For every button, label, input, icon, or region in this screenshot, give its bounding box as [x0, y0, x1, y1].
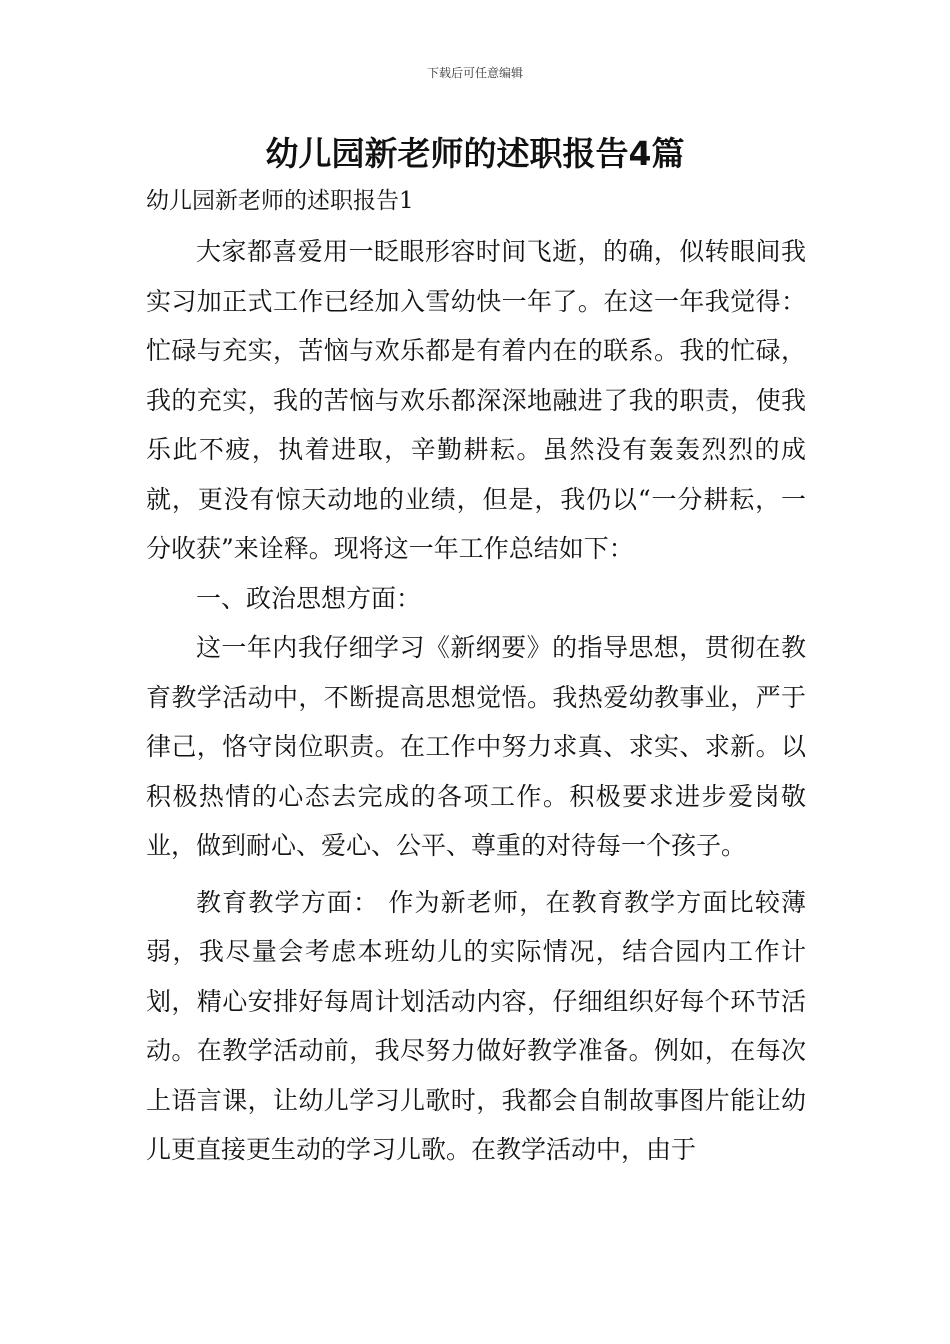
header-note: 下载后可任意编辑: [426, 66, 523, 80]
document-body: [146, 227, 806, 1175]
document-title: 幼儿园新老师的述职报告4篇: [265, 134, 685, 173]
paragraph-teaching: 教育教学方面： 作为新老师，在教育教学方面比较薄弱，我尽量会考虑本班幼儿的实际情况，结合园内工作计划，精心安排好每周计划活动内容，仔细组织好每个环节活动。在教学活动前，我尽努力做好教学准备。例如，在每次上语言课，让幼儿学习儿歌时，我都会自制故事图片能让幼儿更直接更生动的学习儿歌。在教学活动中，由于: [146, 887, 806, 1164]
paragraph-intro: 大家都喜爱用一眨眼形容时间飞逝，的确，似转眼间我实习加正式工作已经加入雪幼快一年了。在这一年我觉得：忙碌与充实，苦恼与欢乐都是有着内在的联系。我的忙碌，我的充实，我的苦恼与欢乐都深深地融进了我的职责，使我乐此不疲，执着进取，辛勤耕耘。虽然没有轰轰烈烈的成就，更没有惊天动地的业绩，但是，我仍以“一分耕耘，一分收获”来诠释。现将这一年工作总结如下：: [146, 237, 806, 563]
paragraph-political: 这一年内我仔细学习《新纲要》的指导思想，贯彻在教育教学活动中，不断提高思想觉悟。我热爱幼教事业，严于律己，恪守岗位职责。在工作中努力求真、求实、求新。以积极热情的心态去完成的各项工作。积极要求进步爱岗敬业，做到耐心、爱心、公平、尊重的对待每一个孩子。: [146, 633, 806, 860]
section-subtitle: 幼儿园新老师的述职报告1: [146, 188, 414, 214]
paragraph-political-heading: 一、政治思想方面：: [196, 583, 422, 613]
